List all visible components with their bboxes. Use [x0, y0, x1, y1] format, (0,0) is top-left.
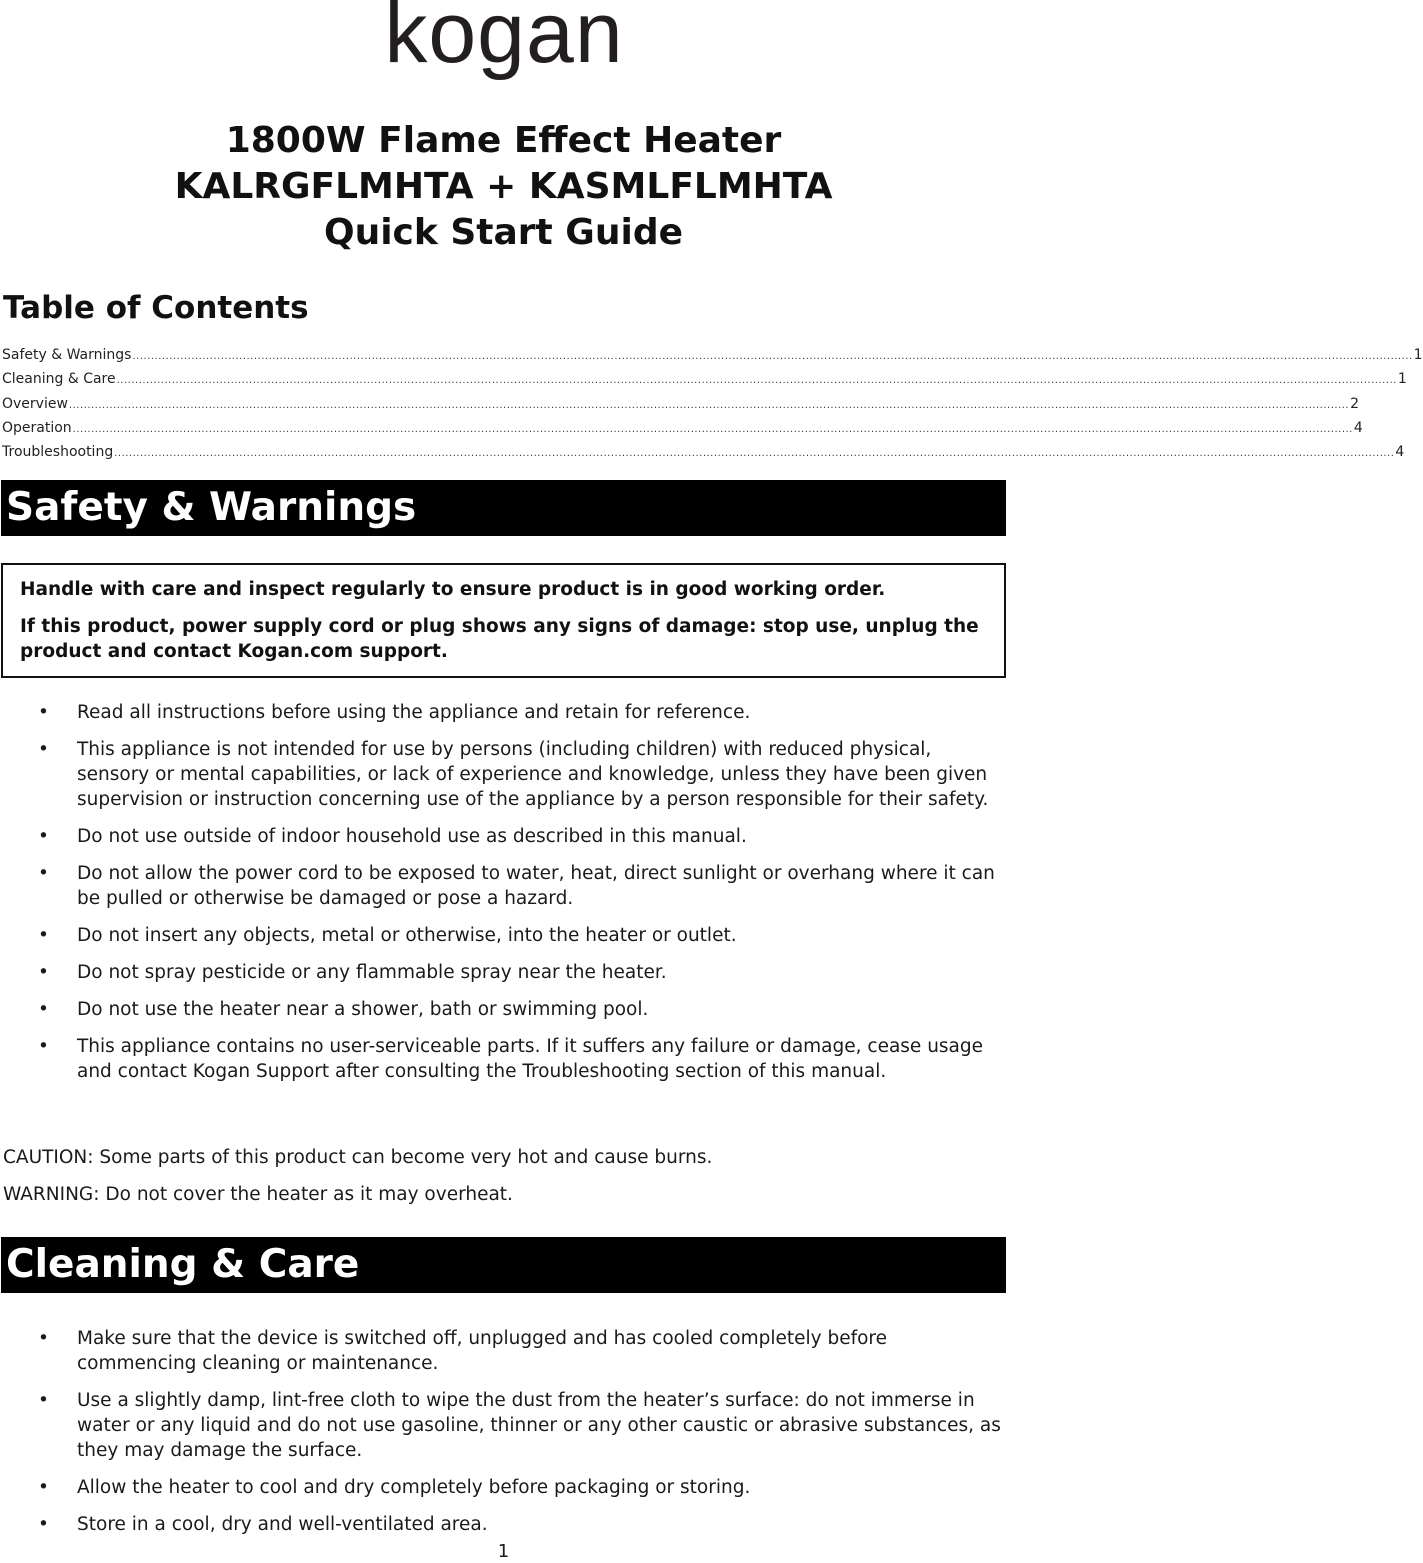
section-heading-cleaning: Cleaning & Care: [1, 1237, 1006, 1293]
list-item-text: Do not spray pesticide or any flammable spray near the heater.: [77, 962, 667, 983]
notice-text: Handle with care and inspect regularly to ensure product is in good working order.: [20, 579, 886, 600]
toc-entry-page: 2: [1350, 395, 1360, 412]
bullet-icon: •: [38, 1328, 49, 1349]
toc-entry[interactable]: [2, 393, 1360, 417]
list-item: [0, 737, 1007, 812]
document-title: [0, 118, 1007, 256]
title-line-product: 1800W Flame Effect Heater: [225, 120, 782, 161]
list-item: [0, 960, 1007, 985]
kogan-logo: [0, 0, 1007, 100]
list-item: [0, 997, 1007, 1022]
bullet-icon: •: [38, 1477, 49, 1498]
toc-entry-page: 1: [1413, 347, 1423, 363]
section-heading-safety: Safety & Warnings: [1, 480, 1006, 536]
bullet-icon: •: [38, 826, 49, 847]
caution-text: CAUTION: Some parts of this product can become very hot and cause burns.: [3, 1147, 713, 1168]
toc-entry-page: 4: [1353, 419, 1363, 436]
toc-leader-dots: ............................................................................................................................................................................................................................................................................................................................................................: [114, 448, 1395, 460]
toc-entry-label: Operation: [2, 419, 72, 436]
notice-text: If this product, power supply cord or plug shows any signs of damage: stop use, unplug the product and contact Kogan.com support.: [20, 616, 979, 662]
list-item: [0, 1475, 1007, 1500]
list-item-text: Read all instructions before using the appliance and retain for reference.: [77, 702, 751, 723]
bullet-icon: •: [38, 739, 49, 760]
bullet-icon: •: [38, 1036, 49, 1057]
bullet-icon: •: [38, 999, 49, 1020]
warning-text: WARNING: Do not cover the heater as it may overheat.: [3, 1184, 513, 1205]
kogan-logo-mark: [354, 0, 654, 100]
page-number: 1: [497, 1541, 510, 1562]
toc-leader-dots: ............................................................................................................................................................................................................................................................................................................................................................: [68, 399, 1350, 411]
safety-notice-box: [1, 563, 1006, 678]
toc-leader-dots: ............................................................................................................................................................................................................................................................................................................................................................: [116, 375, 1397, 387]
list-item: [0, 1512, 1007, 1537]
list-item-text: Do not use the heater near a shower, bath or swimming pool.: [77, 999, 649, 1020]
toc-leader-dots: ............................................................................................................................................................................................................................................................................................................................................................: [132, 351, 1413, 362]
list-item-text: Use a slightly damp, lint-free cloth to wipe the dust from the heater’s surface: do not immerse in water or any liquid and do not use gasoline, thinner or any other caustic or abrasive substances, as they may damage the surface.: [77, 1390, 1001, 1461]
table-of-contents: [2, 344, 1423, 465]
safety-bullet-list: [0, 700, 1007, 1096]
list-item-text: This appliance contains no user-serviceable parts. If it suffers any failure or damage, cease usage and contact Kogan Support after consulting the Troubleshooting section of this manual.: [77, 1036, 984, 1082]
list-item: [0, 1388, 1007, 1463]
toc-entry-label: Troubleshooting: [2, 444, 114, 461]
toc-entry[interactable]: [2, 441, 1405, 465]
list-item: [0, 700, 1007, 725]
list-item-text: Do not use outside of indoor household use as described in this manual.: [77, 826, 747, 847]
bullet-icon: •: [38, 1390, 49, 1411]
toc-entry[interactable]: [2, 368, 1407, 392]
toc-entry-label: Overview: [2, 395, 68, 412]
toc-entry[interactable]: [2, 417, 1363, 441]
toc-leader-dots: ............................................................................................................................................................................................................................................................................................................................................................: [72, 423, 1353, 435]
list-item-text: Do not insert any objects, metal or otherwise, into the heater or outlet.: [77, 925, 737, 946]
title-line-guide: Quick Start Guide: [323, 212, 683, 253]
logo-text: kogan: [383, 0, 624, 81]
cleaning-bullet-list: [0, 1326, 1007, 1549]
list-item-text: This appliance is not intended for use by persons (including children) with reduced physical, sensory or mental capabilities, or lack of experience and knowledge, unless they have been given supervision or instruction concerning use of the appliance by a person responsible for their safety.: [77, 739, 989, 810]
bullet-icon: •: [38, 925, 49, 946]
toc-entry[interactable]: [2, 344, 1423, 368]
bullet-icon: •: [38, 702, 49, 723]
list-item: [0, 1034, 1007, 1084]
toc-entry-page: 1: [1397, 371, 1407, 388]
list-item: [0, 861, 1007, 911]
title-line-models: KALRGFLMHTA + KASMLFLMHTA: [174, 166, 833, 207]
list-item: [0, 923, 1007, 948]
list-item-text: Allow the heater to cool and dry completely before packaging or storing.: [77, 1477, 751, 1498]
toc-entry-page: 4: [1395, 444, 1405, 461]
list-item: [0, 824, 1007, 849]
list-item: [0, 1326, 1007, 1376]
list-item-text: Do not allow the power cord to be exposed to water, heat, direct sunlight or overhang where it can be pulled or otherwise be damaged or pose a hazard.: [77, 863, 995, 909]
list-item-text: Make sure that the device is switched off, unplugged and has cooled completely before commencing cleaning or maintenance.: [77, 1328, 888, 1374]
bullet-icon: •: [38, 863, 49, 884]
toc-heading: Table of Contents: [3, 290, 309, 326]
bullet-icon: •: [38, 1514, 49, 1535]
list-item-text: Store in a cool, dry and well-ventilated area.: [77, 1514, 488, 1535]
toc-entry-label: Cleaning & Care: [2, 371, 116, 388]
toc-entry-label: Safety & Warnings: [2, 347, 132, 363]
bullet-icon: •: [38, 962, 49, 983]
